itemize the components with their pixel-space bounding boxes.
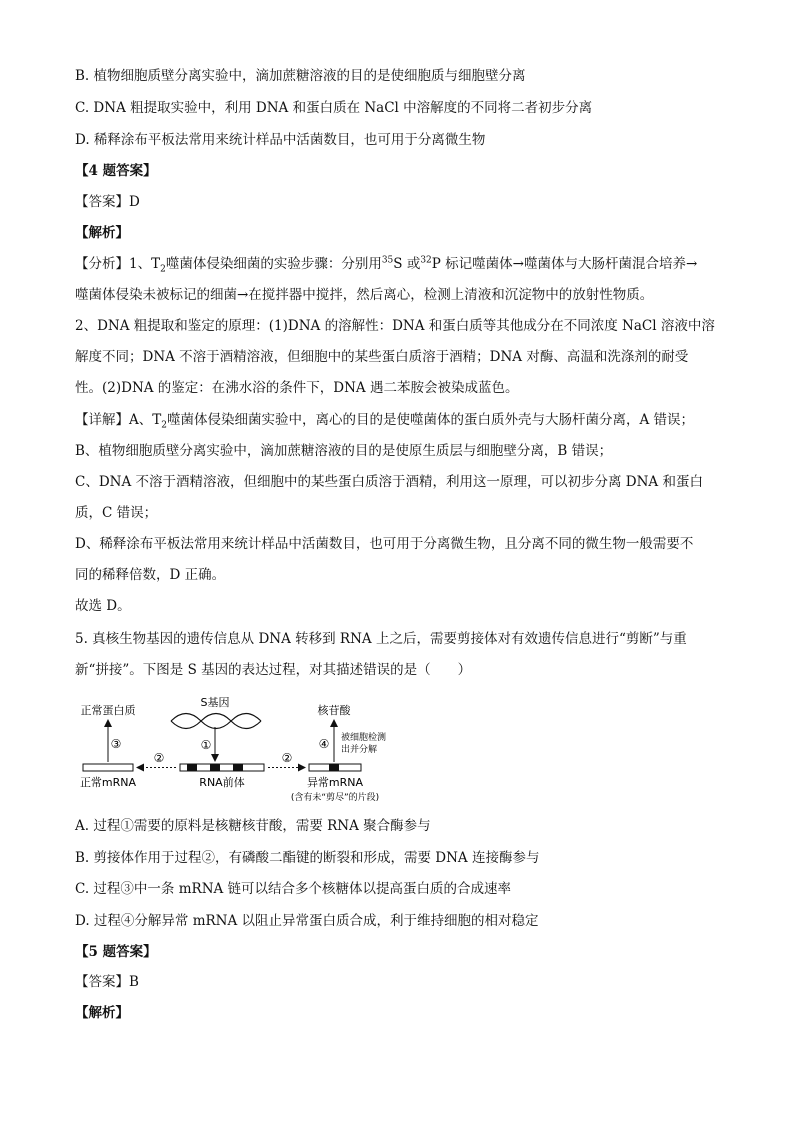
q5-stem-line-2: 新“拼接”。下图是 S 基因的表达过程，对其描述错误的是（ ）	[75, 662, 472, 678]
q5-answer: 【答案】B	[75, 974, 139, 990]
q5-option-a: A. 过程①需要的原料是核糖核苷酸，需要 RNA 聚合酶参与	[75, 818, 431, 834]
normal-mrna-label: 正常mRNA	[79, 776, 137, 789]
subscript: 2	[160, 264, 166, 275]
q4-option-d: D. 稀释涂布平板法常用来统计样品中活菌数目，也可用于分离微生物	[75, 132, 486, 148]
step-2-left-label: ②	[153, 751, 165, 765]
q4-analysis-line-5: 性。(2)DNA 的鉴定：在沸水浴的条件下，DNA 遇二苯胺会被染成蓝色。	[75, 380, 519, 396]
q4-analysis-line-2: 噬菌体侵染未被标记的细菌→在搅拌器中搅拌，然后离心，检测上清液和沉淀物中的放射性物质。	[75, 287, 654, 303]
q5-option-c: C. 过程③中一条 mRNA 链可以结合多个核糖体以提高蛋白质的合成速率	[75, 881, 512, 897]
detected-label-line-1: 被细胞检测	[341, 733, 387, 743]
q4-analysis-text: S 或	[393, 256, 421, 272]
q5-option-b: B. 剪接体作用于过程②，有磷酸二酯键的断裂和形成，需要 DNA 连接酶参与	[75, 850, 540, 866]
s-gene-expression-diagram	[75, 694, 415, 806]
nucleotide-label: 核苷酸	[317, 704, 351, 717]
rna-precursor-label: RNA前体	[199, 776, 245, 789]
q4-option-c: C. DNA 粗提取实验中，利用 DNA 和蛋白质在 NaCl 中溶解度的不同将二者初步分离	[75, 100, 593, 116]
q5-option-d: D. 过程④分解异常 mRNA 以阻止异常蛋白质合成，利于维持细胞的相对稳定	[75, 913, 539, 929]
q4-answer: 【答案】D	[75, 194, 140, 210]
abnormal-mrna-note: (含有未“剪尽”的片段)	[290, 793, 380, 803]
q4-detail-text: 噬菌体侵染细菌实验中，离心的目的是使噬菌体的蛋白质外壳与大肠杆菌分离，A 错误；	[167, 412, 695, 428]
step-3-label: ③	[110, 737, 122, 751]
step-4-label: ④	[318, 737, 330, 751]
q4-analysis-line-3: 2、DNA 粗提取和鉴定的原理：(1)DNA 的溶解性：DNA 和蛋白质等其他成分在不同浓度 NaCl 溶液中溶	[75, 318, 715, 334]
normal-mrna-bar	[83, 764, 133, 771]
q4-answer-header: 【4 题答案】	[75, 163, 157, 179]
q4-analysis-line-1	[75, 254, 725, 274]
q4-option-b: B. 植物细胞质壁分离实验中，滴加蔗糖溶液的目的是使细胞质与细胞壁分离	[75, 68, 526, 84]
q4-detail-line-1	[75, 410, 725, 430]
q5-stem-line-1: 5. 真核生物基因的遗传信息从 DNA 转移到 RNA 上之后，需要剪接体对有效遗传信息进行“剪断”与重	[75, 631, 687, 647]
q5-analysis-header: 【解析】	[75, 1005, 129, 1021]
abnormal-mrna-label: 异常mRNA	[306, 776, 364, 789]
q4-detail-line-7: 故选 D。	[75, 598, 131, 614]
q4-detail-text: 【详解】A、T	[75, 412, 162, 428]
q4-detail-line-2: B、植物细胞质壁分离实验中，滴加蔗糖溶液的目的是使原生质层与细胞壁分离，B 错误；	[75, 443, 613, 459]
detected-label-line-2: 出并分解	[341, 745, 378, 755]
q4-detail-line-5: D、稀释涂布平板法常用来统计样品中活菌数目，也可用于分离微生物，且分离不同的微生物一般需要不	[75, 536, 694, 552]
abnormal-mrna-bar	[309, 764, 361, 771]
q4-analysis-text: P 标记噬菌体→噬菌体与大肠杆菌混合培养→	[431, 256, 698, 272]
rna-precursor-bar	[180, 764, 264, 771]
dna-helix-icon	[171, 714, 261, 729]
q4-detail-line-3: C、DNA 不溶于酒精溶液，但细胞中的某些蛋白质溶于酒精，利用这一原理，可以初步分离 DNA 和蛋白	[75, 474, 703, 490]
s-gene-label: S基因	[200, 696, 230, 709]
superscript: 35	[381, 255, 394, 266]
superscript: 32	[420, 255, 432, 266]
step-2-right-label: ②	[281, 751, 293, 765]
q5-answer-header: 【5 题答案】	[75, 944, 157, 960]
step-1-label: ①	[200, 738, 212, 752]
q4-analysis-text: 噬菌体侵染细菌的实验步骤：分别用	[165, 256, 382, 272]
normal-protein-label: 正常蛋白质	[80, 704, 136, 717]
q4-detail-line-4: 质，C 错误；	[75, 505, 158, 521]
q4-analysis-text: 【分析】1、T	[75, 256, 161, 272]
subscript: 2	[161, 420, 167, 431]
q4-detail-line-6: 同的稀释倍数，D 正确。	[75, 567, 226, 583]
q4-analysis-header: 【解析】	[75, 225, 129, 241]
q4-analysis-line-4: 解度不同；DNA 不溶于酒精溶液，但细胞中的某些蛋白质溶于酒精；DNA 对酶、高温和洗涤剂的耐受	[75, 349, 689, 365]
